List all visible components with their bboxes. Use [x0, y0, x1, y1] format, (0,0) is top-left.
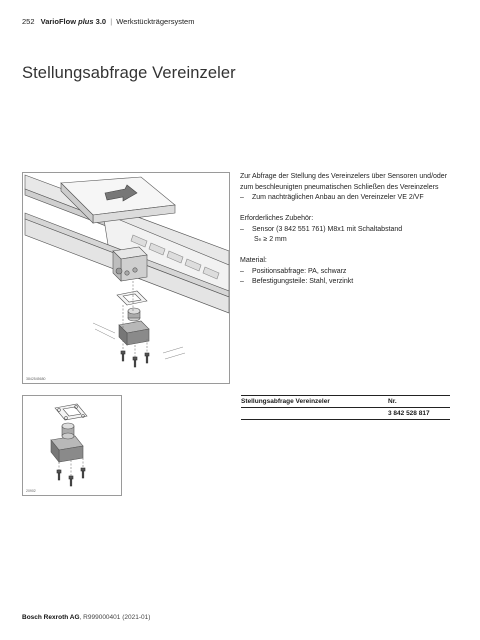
page-header [22, 17, 194, 26]
product-version: 3.0 [95, 17, 107, 26]
figure-code: 20902 [26, 489, 36, 493]
company-name: Bosch Rexroth AG [22, 614, 80, 621]
order-table [241, 395, 450, 420]
order-table-header [241, 395, 450, 408]
page-number: 252 [22, 17, 35, 26]
column-name: Stellungsabfrage Vereinzeler [241, 398, 330, 405]
accessories-heading: Erforderliches Zubehör: [240, 215, 314, 222]
header-separator: | [110, 17, 113, 26]
order-number: 3 842 528 817 [388, 410, 430, 417]
product-name-italic: plus [78, 17, 94, 26]
document-reference: , R999000401 (2021-01) [79, 614, 151, 621]
part-drawing [23, 396, 121, 495]
figure-code: 3842545680 [26, 377, 46, 381]
part-figure [22, 395, 122, 496]
intro-list-item: – Zum nachträglichen Anbau an den Vereinzeler VE 2/VF [240, 194, 424, 201]
accessory-note: Sₙ ≥ 2 mm [254, 236, 287, 243]
main-assembly-figure [22, 172, 230, 384]
material-item: – Befestigungsteile: Stahl, verzinkt [240, 278, 354, 285]
column-number: Nr. [388, 398, 397, 405]
page-footer [22, 614, 150, 621]
description-block [240, 172, 455, 288]
page-title: Stellungsabfrage Vereinzeler [22, 64, 236, 82]
material-item: – Positionsabfrage: PA, schwarz [240, 267, 347, 275]
intro-text: Zur Abfrage der Stellung des Vereinzelers über Sensoren und/oder zum beschleunigten pneumatischen Schließen des Vereinzelers [240, 173, 448, 191]
assembly-drawing [23, 173, 229, 383]
accessory-item: – Sensor (3 842 551 761) M8x1 mit Schaltabstand [240, 225, 403, 233]
material-heading: Material: [240, 257, 267, 264]
section-name: Werkstückträgersystem [116, 17, 195, 26]
product-name: VarioFlow [40, 17, 77, 26]
table-row [241, 408, 450, 420]
